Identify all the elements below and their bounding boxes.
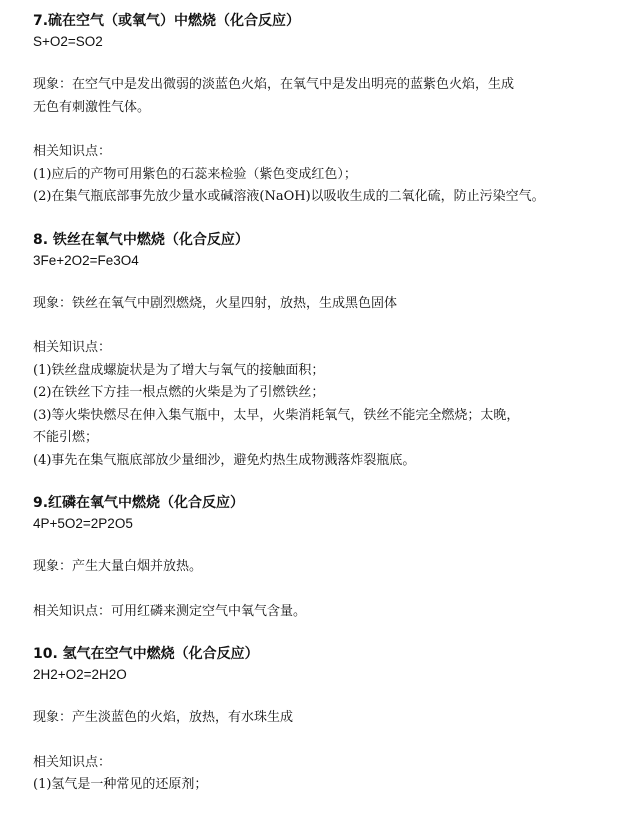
phenomenon-line: 现象：铁丝在氧气中剧烈燃烧，火星四射，放热，生成黑色固体 — [33, 295, 398, 311]
knowledge-inline: 相关知识点：可用红磷来测定空气中氧气含量。 — [33, 603, 307, 619]
phenomenon-line: 现象：在空气中是发出微弱的淡蓝色火焰，在氧气中是发出明亮的蓝紫色火焰，生成 — [33, 77, 515, 92]
phenomenon-line: 现象：产生大量白烟并放热。 — [33, 559, 203, 574]
section-phosphorus-combustion — [33, 492, 616, 623]
knowledge-item: (4)事先在集气瓶底部放少量细沙，避免灼热生成物溅落炸裂瓶底。 — [33, 452, 416, 468]
knowledge-title: 相关知识点： — [33, 144, 112, 159]
section-sulfur-combustion — [33, 10, 616, 209]
section-title: 7.硫在空气（或氧气）中燃烧（化合反应） — [33, 13, 301, 29]
knowledge-item: (1)氢气是一种常见的还原剂； — [33, 777, 208, 792]
section-hydrogen-combustion — [33, 643, 616, 797]
section-title: 8. 铁丝在氧气中燃烧（化合反应） — [33, 231, 249, 248]
chemical-equation: S+O2=SO2 — [33, 34, 103, 49]
phenomenon-line: 现象：产生淡蓝色的火焰，放热，有水珠生成 — [33, 710, 294, 725]
knowledge-item: 不能引燃； — [33, 430, 99, 445]
phenomenon-line: 无色有刺激性气体。 — [33, 99, 151, 115]
chemical-equation: 2H2+O2=2H2O — [33, 667, 127, 682]
knowledge-item: (2)在铁丝下方挂一根点燃的火柴是为了引燃铁丝； — [33, 385, 325, 400]
knowledge-item: (2)在集气瓶底部事先放少量水或碱溶液(NaOH)以吸收生成的二氧化硫，防止污染空气。 — [33, 189, 545, 204]
chemical-equation: 3Fe+2O2=Fe3O4 — [33, 252, 139, 268]
section-title: 10. 氢气在空气中燃烧（化合反应） — [33, 646, 259, 662]
knowledge-title: 相关知识点： — [33, 754, 112, 770]
section-iron-combustion — [33, 229, 616, 473]
section-title: 9.红磷在氧气中燃烧（化合反应） — [33, 495, 245, 511]
knowledge-item: (1)应后的产物可用紫色的石蕊来检验（紫色变成红色）； — [33, 166, 357, 182]
knowledge-title: 相关知识点： — [33, 340, 112, 355]
knowledge-item: (3)等火柴快燃尽在伸入集气瓶中，太早，火柴消耗氧气，铁丝不能完全燃烧；太晚， — [33, 407, 520, 423]
knowledge-item: (1)铁丝盘成螺旋状是为了增大与氧气的接触面积； — [33, 362, 325, 378]
chemical-equation: 4P+5O2=2P2O5 — [33, 516, 133, 531]
